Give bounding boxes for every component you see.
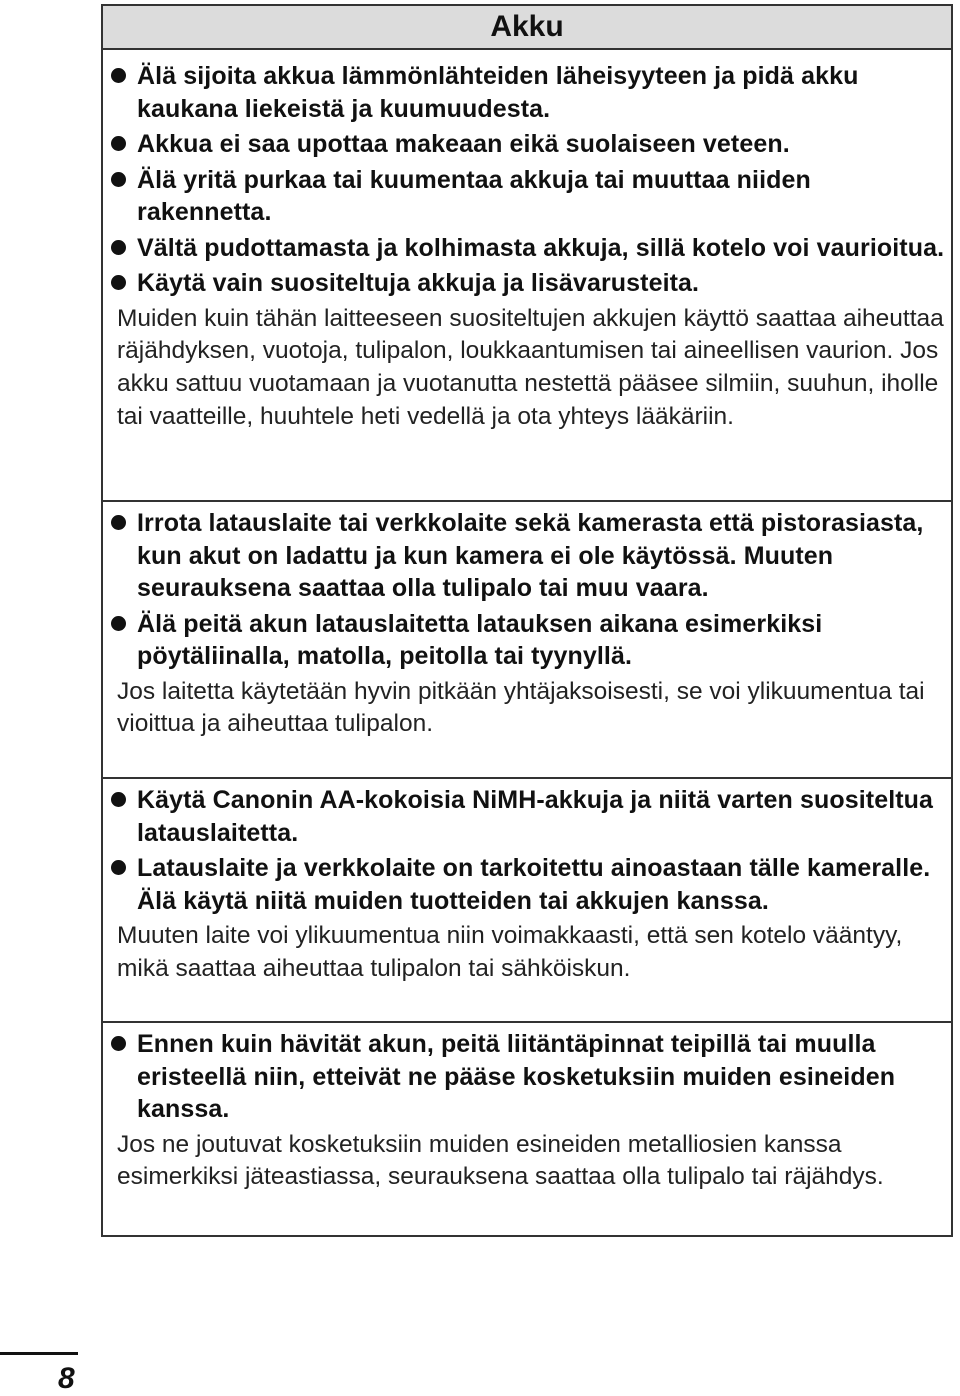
bullet-dot-icon: [111, 275, 126, 290]
warning-bullet: [111, 60, 945, 125]
bullet-dot-icon: [111, 1036, 126, 1051]
box-title: Akku: [490, 10, 564, 43]
warning-bullet: [111, 164, 945, 229]
warning-note: Muiden kuin tähän laitteeseen suositeltujen akkujen käyttö saattaa aiheuttaa räjähdyksen, vuotoja, tulipalon, loukkaantumisen tai aineellisen vaurion. Jos akku sattuu vuotamaan ja vuotanutta nestettä pääsee silmiin, suuhun, iholle tai vaatteille, huuhtele heti vedellä ja ota yhteys lääkäriin.: [117, 304, 944, 430]
bullet-text: Älä sijoita akkua lämmönlähteiden läheisyyteen ja pidä akku kaukana liekeistä ja kuumuudesta.: [137, 62, 859, 123]
bullet-text: Latauslaite ja verkkolaite on tarkoitettu ainoastaan tälle kameralle. Älä käytä niitä muiden tuotteiden tai akkujen kanssa.: [137, 854, 931, 915]
battery-warning-box: [101, 4, 953, 1237]
warning-note: Muuten laite voi ylikuumentua niin voimakkaasti, että sen kotelo vääntyy, mikä saattaa aiheuttaa tulipalon tai sähköiskun.: [117, 922, 903, 982]
bullet-text: Irrota latauslaite tai verkkolaite sekä kamerasta että pistorasiasta, kun akut on ladattu ja kun kamera ei ole käytössä. Muuten seurauksena saattaa olla tulipalo tai muu vaara.: [137, 509, 924, 602]
warning-section-3: [103, 779, 951, 1023]
warning-section-4: [103, 1023, 951, 1194]
bullet-dot-icon: [111, 860, 126, 875]
warning-bullet: [111, 267, 945, 300]
bullet-dot-icon: [111, 172, 126, 187]
warning-section-1: [103, 50, 951, 502]
bullet-dot-icon: [111, 515, 126, 530]
box-header: [103, 6, 951, 50]
warning-bullet: [111, 232, 945, 265]
bullet-dot-icon: [111, 792, 126, 807]
warning-note: Jos laitetta käytetään hyvin pitkään yhtäjaksoisesti, se voi ylikuumentua tai vioittua ja aiheuttaa tulipalon.: [117, 677, 925, 738]
bullet-text: Akkua ei saa upottaa makeaan eikä suolaiseen veteen.: [137, 130, 790, 158]
bullet-text: Käytä Canonin AA-kokoisia NiMH-akkuja ja niitä varten suositeltua latauslaitetta.: [137, 786, 934, 847]
warning-bullet: [111, 608, 945, 673]
bullet-dot-icon: [111, 240, 126, 255]
bullet-text: Vältä pudottamasta ja kolhimasta akkuja, sillä kotelo voi vaurioitua.: [137, 233, 945, 262]
warning-note: Jos ne joutuvat kosketuksiin muiden esineiden metalliosien kanssa esimerkiksi jäteastiassa, seurauksena saattaa olla tulipalo tai räjähdys.: [117, 1130, 884, 1191]
footer-rule: [0, 1352, 78, 1355]
bullet-dot-icon: [111, 68, 126, 83]
warning-bullet: [111, 784, 945, 849]
page-number: 8: [58, 1362, 75, 1395]
bullet-text: Älä yritä purkaa tai kuumentaa akkuja tai muuttaa niiden rakennetta.: [137, 165, 811, 226]
warning-section-2: [103, 502, 951, 779]
bullet-dot-icon: [111, 136, 126, 151]
bullet-text: Ennen kuin hävität akun, peitä liitäntäpinnat teipillä tai muulla eristeellä niin, etteivät ne pääse kosketuksiin muiden esineiden kanssa.: [137, 1030, 896, 1123]
bullet-dot-icon: [111, 616, 126, 631]
warning-bullet: [111, 507, 945, 605]
warning-bullet: [111, 128, 945, 161]
warning-bullet: [111, 1028, 945, 1126]
bullet-text: Älä peitä akun latauslaitetta latauksen aikana esimerkiksi pöytäliinalla, matolla, peitolla tai tyynyllä.: [137, 609, 823, 670]
bullet-text: Käytä vain suositeltuja akkuja ja lisävarusteita.: [137, 269, 700, 297]
warning-bullet: [111, 852, 945, 917]
